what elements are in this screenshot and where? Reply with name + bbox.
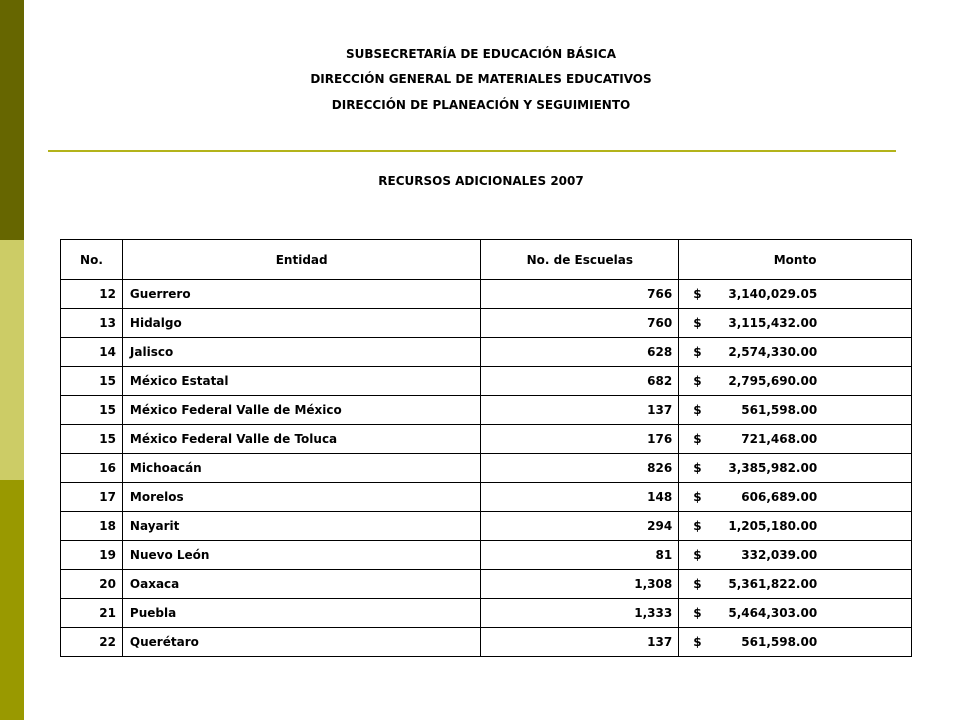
currency-symbol: $: [693, 577, 702, 591]
cell-escuelas: 682: [481, 367, 679, 396]
amount-value: 606,689.00: [741, 490, 818, 504]
cell-entidad: Hidalgo: [122, 309, 481, 338]
header-line-3: DIRECCIÓN DE PLANEACIÓN Y SEGUIMIENTO: [331, 98, 631, 112]
cell-entidad: Michoacán: [122, 454, 481, 483]
table-row: [61, 454, 912, 483]
cell-monto: [679, 280, 912, 309]
header-monto: Monto: [679, 240, 912, 280]
amount-value: 3,115,432.00: [728, 316, 818, 330]
table-row: [61, 367, 912, 396]
amount-value: 561,598.00: [741, 635, 818, 649]
cell-escuelas: 826: [481, 454, 679, 483]
table-row: [61, 338, 912, 367]
cell-escuelas: 137: [481, 628, 679, 657]
cell-monto: [679, 309, 912, 338]
cell-no: 15: [61, 396, 123, 425]
currency-symbol: $: [693, 461, 702, 475]
currency-symbol: $: [693, 519, 702, 533]
sidebar-band-bottom: [0, 480, 24, 720]
cell-entidad: México Federal Valle de Toluca: [122, 425, 481, 454]
cell-escuelas: 137: [481, 396, 679, 425]
cell-escuelas: 1,333: [481, 599, 679, 628]
cell-entidad: Oaxaca: [122, 570, 481, 599]
cell-escuelas: 81: [481, 541, 679, 570]
cell-monto: [679, 512, 912, 541]
cell-monto: [679, 570, 912, 599]
table-row: [61, 483, 912, 512]
cell-monto: [679, 367, 912, 396]
cell-monto: [679, 454, 912, 483]
currency-symbol: $: [693, 432, 702, 446]
sidebar-band-middle: [0, 240, 24, 480]
cell-monto: [679, 425, 912, 454]
currency-symbol: $: [693, 606, 702, 620]
cell-monto: [679, 396, 912, 425]
resources-table: [60, 239, 912, 657]
currency-symbol: $: [693, 345, 702, 359]
table-row: [61, 599, 912, 628]
table-row: [61, 280, 912, 309]
cell-monto: [679, 338, 912, 367]
cell-entidad: México Estatal: [122, 367, 481, 396]
cell-escuelas: 148: [481, 483, 679, 512]
currency-symbol: $: [693, 287, 702, 301]
cell-escuelas: 628: [481, 338, 679, 367]
cell-entidad: Morelos: [122, 483, 481, 512]
currency-symbol: $: [693, 490, 702, 504]
cell-entidad: México Federal Valle de México: [122, 396, 481, 425]
table-body: [61, 280, 912, 657]
cell-no: 14: [61, 338, 123, 367]
currency-symbol: $: [693, 403, 702, 417]
cell-monto: [679, 483, 912, 512]
amount-value: 1,205,180.00: [728, 519, 818, 533]
amount-value: 721,468.00: [741, 432, 818, 446]
cell-entidad: Guerrero: [122, 280, 481, 309]
cell-no: 13: [61, 309, 123, 338]
amount-value: 561,598.00: [741, 403, 818, 417]
cell-no: 22: [61, 628, 123, 657]
cell-no: 12: [61, 280, 123, 309]
divider-rule: [48, 150, 896, 152]
cell-monto: [679, 541, 912, 570]
cell-no: 17: [61, 483, 123, 512]
cell-escuelas: 1,308: [481, 570, 679, 599]
cell-escuelas: 760: [481, 309, 679, 338]
amount-value: 2,795,690.00: [728, 374, 818, 388]
table-row: [61, 396, 912, 425]
table-header-row: [61, 240, 912, 280]
header-no: No.: [61, 240, 123, 280]
header-line-2: DIRECCIÓN GENERAL DE MATERIALES EDUCATIVOS: [310, 72, 652, 86]
cell-no: 21: [61, 599, 123, 628]
cell-escuelas: 176: [481, 425, 679, 454]
cell-entidad: Nayarit: [122, 512, 481, 541]
cell-no: 19: [61, 541, 123, 570]
amount-value: 332,039.00: [741, 548, 818, 562]
cell-no: 15: [61, 367, 123, 396]
cell-monto: [679, 628, 912, 657]
cell-no: 18: [61, 512, 123, 541]
cell-entidad: Querétaro: [122, 628, 481, 657]
currency-symbol: $: [693, 316, 702, 330]
table-row: [61, 425, 912, 454]
table-row: [61, 628, 912, 657]
table-row: [61, 309, 912, 338]
amount-value: 3,385,982.00: [728, 461, 818, 475]
table-row: [61, 570, 912, 599]
header-escuelas: No. de Escuelas: [481, 240, 679, 280]
amount-value: 2,574,330.00: [728, 345, 818, 359]
sidebar-band-top: [0, 0, 24, 240]
header-entidad: Entidad: [122, 240, 481, 280]
header-line-1: SUBSECRETARÍA DE EDUCACIÓN BÁSICA: [346, 47, 616, 61]
amount-value: 3,140,029.05: [728, 287, 818, 301]
currency-symbol: $: [693, 635, 702, 649]
cell-no: 15: [61, 425, 123, 454]
cell-entidad: Nuevo León: [122, 541, 481, 570]
currency-symbol: $: [693, 548, 702, 562]
amount-value: 5,361,822.00: [728, 577, 818, 591]
table-row: [61, 541, 912, 570]
cell-entidad: Puebla: [122, 599, 481, 628]
cell-no: 20: [61, 570, 123, 599]
currency-symbol: $: [693, 374, 702, 388]
cell-monto: [679, 599, 912, 628]
cell-escuelas: 294: [481, 512, 679, 541]
cell-escuelas: 766: [481, 280, 679, 309]
table-row: [61, 512, 912, 541]
cell-no: 16: [61, 454, 123, 483]
document-subtitle: RECURSOS ADICIONALES 2007: [378, 174, 584, 188]
cell-entidad: Jalisco: [122, 338, 481, 367]
amount-value: 5,464,303.00: [728, 606, 818, 620]
